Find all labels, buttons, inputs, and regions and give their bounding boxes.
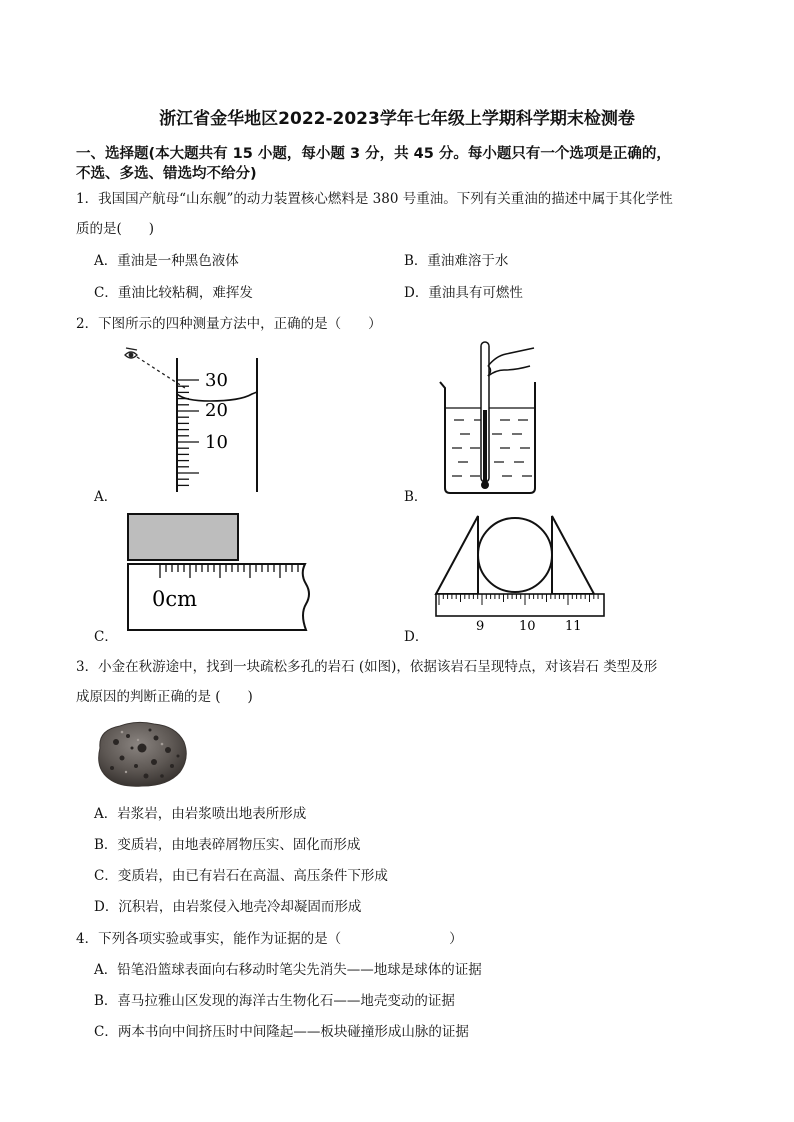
q1-stem-line1: 1．我国国产航母“山东舰”的动力装置核心燃料是 380 号重油。下列有关重油的描述中属于其化学性	[76, 191, 673, 207]
thermometer-liquid-column	[483, 410, 487, 484]
q1-option-d: D．重油具有可燃性	[404, 285, 523, 301]
q1-option-a: A．重油是一种黑色液体	[94, 253, 239, 269]
thermometer-bulb	[481, 481, 489, 489]
ruler-tick-10: 10	[519, 619, 536, 634]
q2-label-d: D．	[404, 629, 429, 645]
q4-stem: 4．下列各项实验或事实，能作为证据的是（ ）	[76, 931, 463, 947]
q4-option-b: B．喜马拉雅山区发现的海洋古生物化石——地壳变动的证据	[94, 993, 455, 1009]
water-hatching	[452, 420, 532, 476]
figure-a-graduated-cylinder	[115, 344, 265, 494]
tick-label-10: 10	[205, 432, 228, 453]
ruler	[436, 594, 604, 616]
q2-label-a: A．	[94, 489, 118, 505]
q3-option-b: B．变质岩，由地表碎屑物压实、固化而形成	[94, 837, 361, 853]
section-heading-line1: 一、选择题(本大题共有 15 小题，每小题 3 分，共 45 分。每小题只有一个选项是正确的，	[76, 146, 671, 162]
set-square-left	[436, 516, 478, 594]
set-square-right	[552, 516, 594, 594]
ruler-tick-9: 9	[476, 619, 485, 634]
page-title: 浙江省金华地区2022-2023学年七年级上学期科学期末检测卷	[159, 109, 635, 129]
q4-option-c: C．两本书向中间挤压时中间隆起——板块碰撞形成山脉的证据	[94, 1024, 469, 1040]
figure-c-block-ruler	[120, 508, 320, 638]
q4-option-a: A．铅笔沿篮球表面向右移动时笔尖先消失——地球是球体的证据	[94, 962, 482, 978]
section-heading-line2: 不选、多选、错选均不给分)	[76, 166, 257, 182]
q1-stem-line2: 质的是( )	[76, 221, 155, 237]
q3-option-c: C．变质岩，由已有岩石在高温、高压条件下形成	[94, 868, 388, 884]
q3-option-a: A．岩浆岩，由岩浆喷出地表所形成	[94, 806, 307, 822]
q2-stem: 2．下图所示的四种测量方法中，正确的是（ ）	[76, 316, 382, 332]
q2-label-c: C．	[94, 629, 118, 645]
tick-label-30: 30	[205, 370, 228, 391]
q3-option-d: D．沉积岩，由岩浆侵入地壳冷却凝固而形成	[94, 899, 362, 915]
ruler-tick-11: 11	[565, 619, 582, 634]
hand-icon	[488, 348, 534, 376]
measured-circle	[478, 518, 552, 592]
q1-option-b: B．重油难溶于水	[404, 253, 509, 269]
porous-rock-image	[92, 718, 192, 790]
figure-d-diameter-measure	[430, 508, 610, 638]
q3-stem-line2: 成原因的判断正确的是 ( )	[76, 689, 253, 705]
ruler-zero-label: 0cm	[152, 587, 198, 611]
eye-icon	[125, 348, 137, 358]
measured-block	[128, 514, 238, 560]
q3-stem-line1: 3．小金在秋游途中，找到一块疏松多孔的岩石 (如图)，依据该岩石呈现特点，对该岩石 类型及形	[76, 659, 658, 675]
figure-b-beaker-thermometer	[430, 338, 550, 498]
tick-label-20: 20	[205, 400, 228, 421]
q2-label-b: B．	[404, 489, 428, 505]
q1-option-c: C．重油比较粘稠，难挥发	[94, 285, 253, 301]
